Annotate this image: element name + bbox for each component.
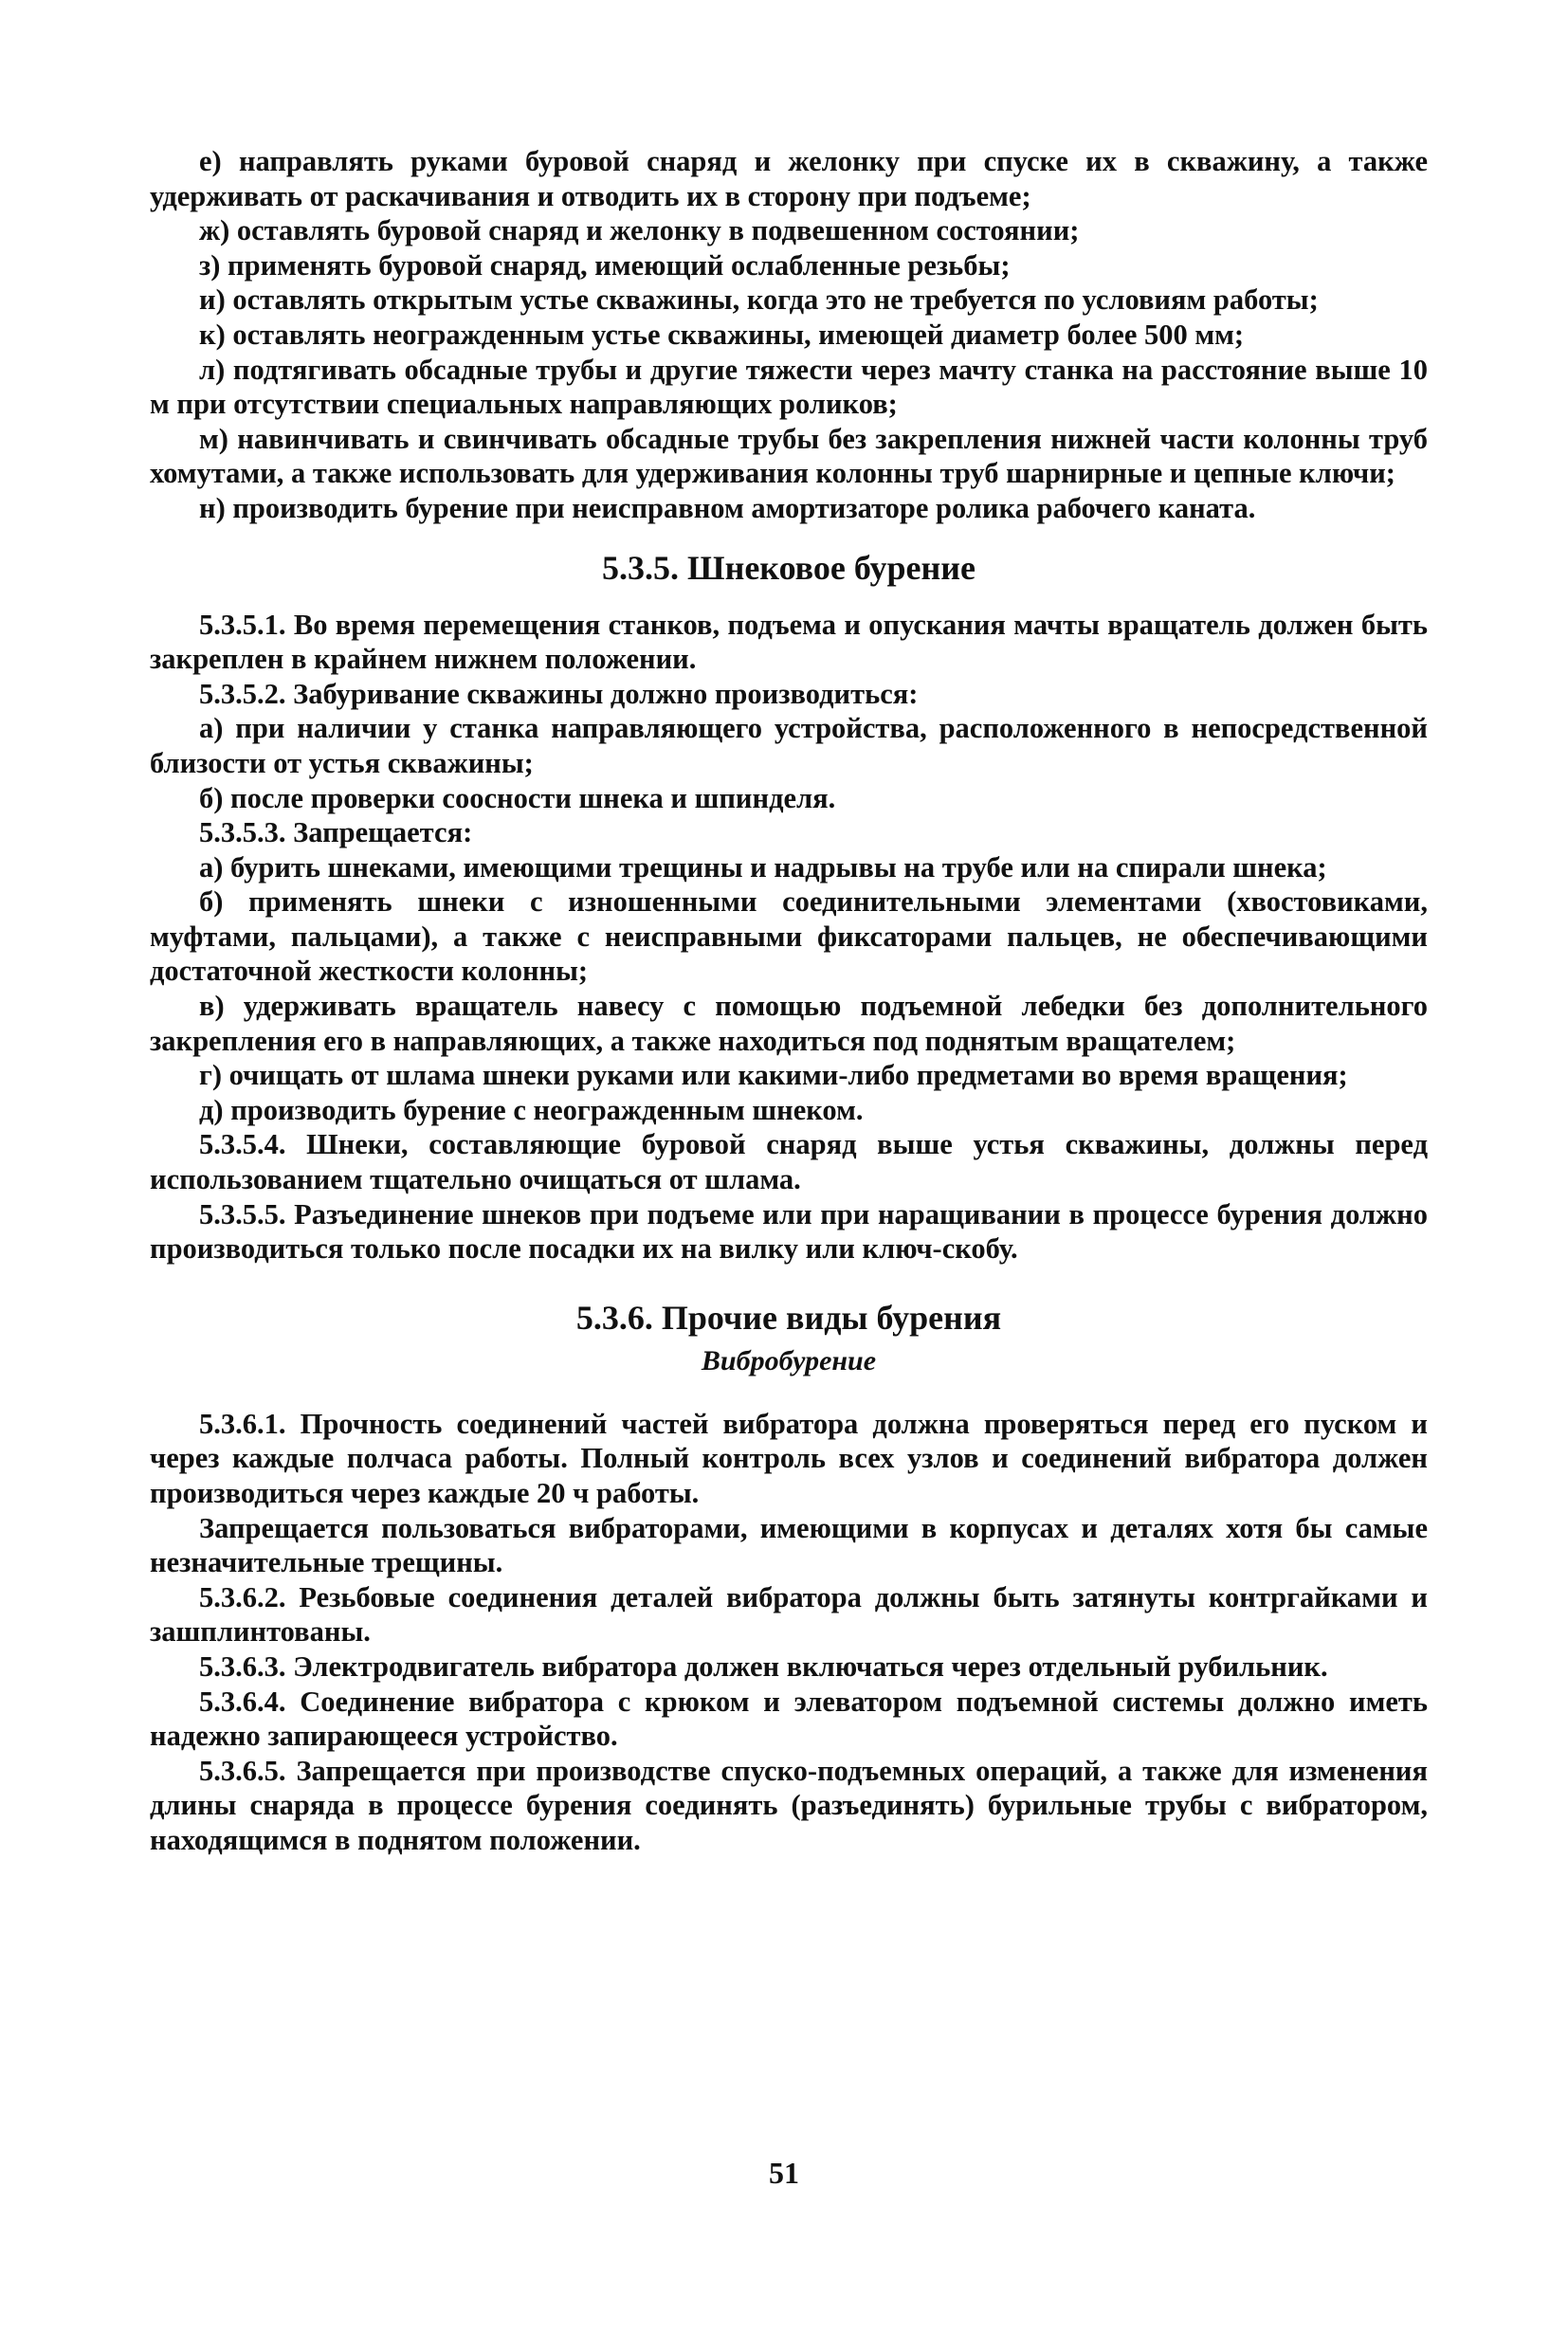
section-heading-auger-drilling: 5.3.5. Шнековое бурение — [602, 548, 975, 587]
list-item: л) подтягивать обсадные трубы и другие тяжести через мачту станка на расстояние выше 10 м при отсутствии специальных направляющих роликов; — [150, 353, 1428, 421]
list-item: м) навинчивать и свинчивать обсадные трубы без закрепления нижней части колонны труб хомутами, а также использовать для удерживания колонны труб шарнирные и цепные ключи; — [150, 422, 1428, 490]
paragraph: 5.3.6.5. Запрещается при производстве спуско-подъемных операций, а также для изменения длины снаряда в процессе бурения соединять (разъединять) бурильные трубы с вибратором, находящимся в поднятом положении. — [150, 1754, 1428, 1856]
paragraph: г) очищать от шлама шнеки руками или какими-либо предметами во время вращения; — [199, 1059, 1348, 1092]
list-item: ж) оставлять буровой снаряд и желонку в подвешенном состоянии; — [199, 214, 1080, 247]
paragraph: 5.3.6.4. Соединение вибратора с крюком и элеватором подъемной системы должно иметь надежно запирающееся устройство. — [150, 1685, 1428, 1753]
paragraph: а) при наличии у станка направляющего устройства, расположенного в непосредственной близости от устья скважины; — [150, 712, 1428, 779]
section-body-auger-drilling — [150, 608, 1428, 1267]
subsection-heading-vibrodrilling: Вибробурение — [701, 1344, 877, 1376]
section-body-other-drilling — [150, 1407, 1428, 1858]
paragraph: 5.3.6.1. Прочность соединений частей вибратора должна проверяться перед его пуском и через каждые полчаса работы. Полный контроль всех узлов и соединений вибратора должен производиться через каждые 20 ч работы. — [150, 1407, 1428, 1509]
paragraph: а) бурить шнеками, имеющими трещины и надрывы на трубе или на спирали шнека; — [199, 850, 1327, 884]
list-item: н) производить бурение при неисправном амортизаторе ролика рабочего каната. — [199, 491, 1256, 524]
paragraph: 5.3.6.3. Электродвигатель вибратора должен включаться через отдельный рубильник. — [199, 1649, 1328, 1683]
paragraph: д) производить бурение с неогражденным шнеком. — [199, 1093, 864, 1126]
paragraph: в) удерживать вращатель навесу с помощью подъемной лебедки без дополнительного закрепления его в направляющих, а также находиться под поднятым вращателем; — [150, 990, 1428, 1057]
section-heading-other-drilling: 5.3.6. Прочие виды бурения — [575, 1298, 1002, 1337]
paragraph: 5.3.5.4. Шнеки, составляющие буровой снаряд выше устья скважины, должны перед использованием тщательно очищаться от шлама. — [150, 1128, 1428, 1196]
document-page — [150, 144, 1428, 1858]
list-item: к) оставлять неогражденным устье скважины, имеющей диаметр более 500 мм; — [199, 318, 1245, 351]
paragraph: б) применять шнеки с изношенными соединительными элементами (хвостовиками, муфтами, пальцами), а также с неисправными фиксаторами пальцев, не обеспечивающими достаточной жесткости колонны; — [150, 885, 1428, 988]
list-item: е) направлять руками буровой снаряд и желонку при спуске их в скважину, а также удерживать от раскачивания и отводить их в сторону при подъеме; — [150, 145, 1428, 212]
paragraph: 5.3.5.5. Разъединение шнеков при подъеме или при наращивании в процессе бурения должно производиться только после посадки их на вилку или ключ-скобу. — [150, 1197, 1428, 1266]
list-item: з) применять буровой снаряд, имеющий ослабленные резьбы; — [199, 248, 1011, 282]
paragraph: 5.3.5.3. Запрещается: — [199, 816, 473, 849]
list-item: и) оставлять открытым устье скважины, когда это не требуется по условиям работы; — [199, 283, 1319, 317]
paragraph: 5.3.5.2. Забуривание скважины должно производиться: — [199, 677, 919, 710]
paragraph: б) после проверки соосности шнека и шпинделя. — [199, 781, 836, 814]
prohibitions-list-continued — [150, 144, 1428, 526]
paragraph: 5.3.6.2. Резьбовые соединения деталей вибратора должны быть затянуты контргайками и зашплинтованы. — [150, 1580, 1428, 1649]
paragraph: 5.3.5.1. Во время перемещения станков, подъема и опускания мачты вращатель должен быть закреплен в крайнем нижнем положении. — [150, 608, 1428, 676]
page-number: 51 — [769, 2156, 799, 2190]
paragraph: Запрещается пользоваться вибраторами, имеющими в корпусах и деталях хотя бы самые незначительные трещины. — [150, 1511, 1428, 1579]
